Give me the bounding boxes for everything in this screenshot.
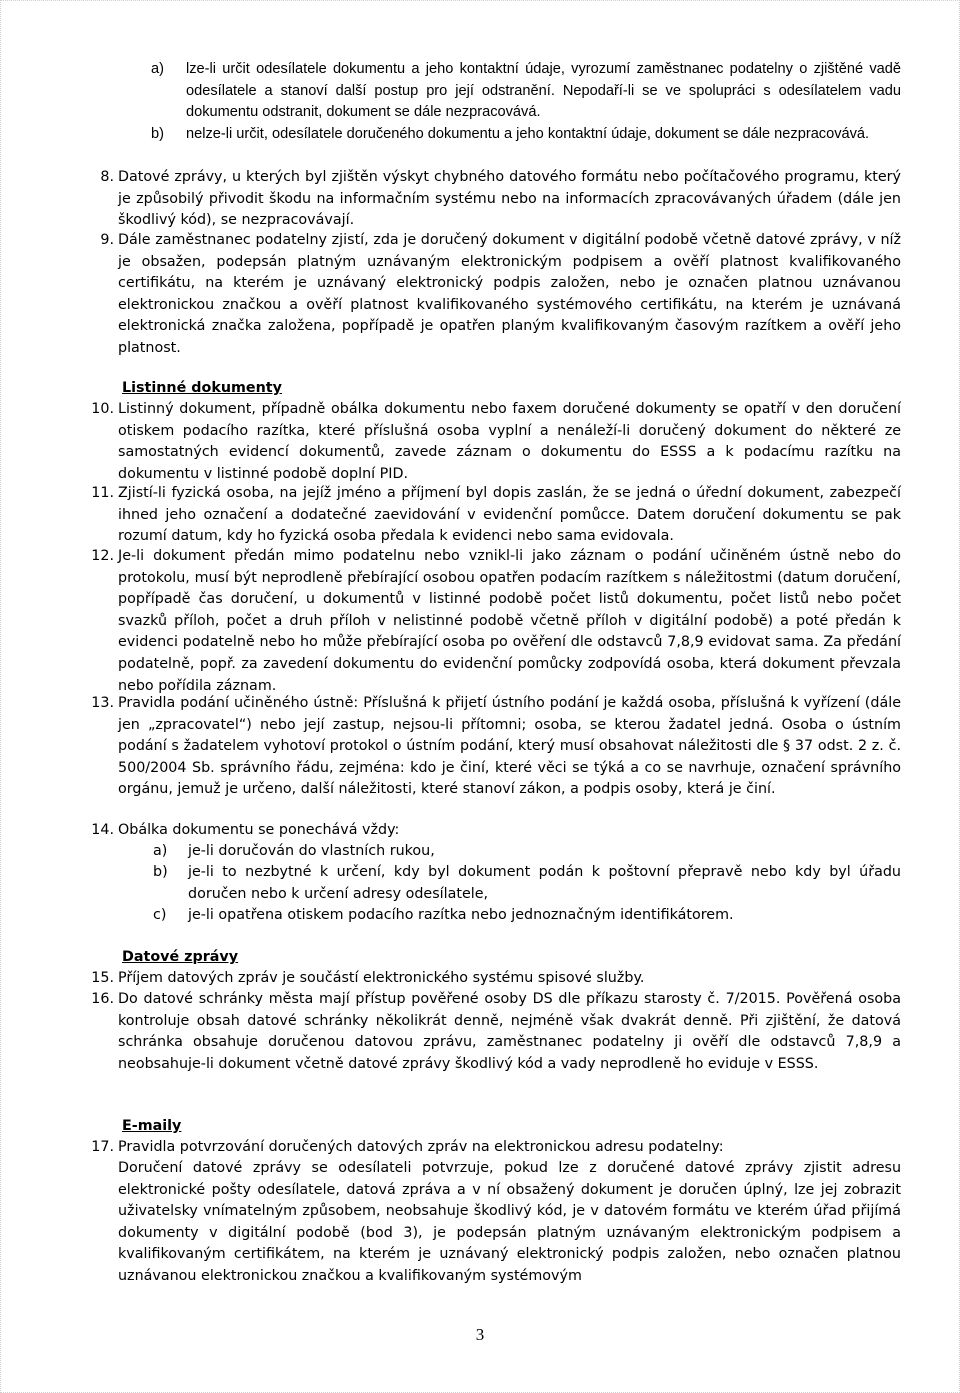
sub-item-14b bbox=[153, 862, 901, 905]
section-heading-listinne: Listinné dokumenty bbox=[122, 380, 282, 396]
list-marker: 14. bbox=[91, 822, 114, 838]
list-marker: 11. bbox=[91, 485, 114, 501]
list-marker: 9. bbox=[100, 232, 114, 248]
list-item-text: je-li doručován do vlastních rukou, bbox=[188, 843, 435, 859]
list-item-b bbox=[151, 124, 901, 146]
list-marker: 12. bbox=[91, 548, 114, 564]
list-item-text: je-li to nezbytné k určení, kdy byl dokument podán k poštovní přepravě nebo kdy byl úřadu doručen nebo k určení adresy odesílatele, bbox=[188, 864, 901, 902]
list-item-12 bbox=[91, 546, 901, 697]
section-heading-emaily: E-maily bbox=[122, 1118, 182, 1134]
list-marker: a) bbox=[153, 843, 168, 859]
list-marker: 10. bbox=[91, 401, 114, 417]
list-item-text: Obálka dokumentu se ponechává vždy: bbox=[118, 822, 400, 838]
list-item-9 bbox=[100, 230, 901, 360]
list-item-text: Datové zprávy, u kterých byl zjištěn výskyt chybného datového formátu nebo počítačového programu, který je způsobilý přivodit škodu na informačním systému nebo na informacích zpracovávaných úřadem (dále jen škodlivý kód), se nezpracovávají. bbox=[118, 169, 901, 229]
list-item-10 bbox=[91, 399, 901, 485]
list-item-text: Příjem datových zpráv je součástí elektronického systému spisové služby. bbox=[118, 970, 645, 986]
list-item-text: Listinný dokument, případně obálka dokumentu nebo faxem doručené dokumenty se opatří v den doručení otiskem podacího razítka, které příslušná osoba vyplní a nenáleží-li doručený dokument do některé ze samostatných evidencí dokumentů, zavede záznam o dokumentu do ESSS a k podacímu razítku na dokumentu v listinné podobě doplní PID. bbox=[118, 401, 901, 482]
list-marker: 15. bbox=[91, 970, 114, 986]
sub-item-14a bbox=[153, 841, 901, 863]
list-marker: 13. bbox=[91, 695, 114, 711]
list-item-13 bbox=[91, 693, 901, 801]
list-item-8 bbox=[100, 167, 901, 232]
list-item-text: Do datové schránky města mají přístup pověřené osoby DS dle příkazu starosty č. 7/2015. Pověřená osoba kontroluje obsah datové schránky několikrát denně, nejméně však dvakrát denně. Při zjištění, že datová schránka obsahuje doručenou datovou zprávu, zaměstnanec podatelny ji ověří dle odstavců 7,8,9 a neobsahuje-li dokument včetně datové zprávy škodlivý kód a vady neprodleně ho eviduje v ESSS. bbox=[118, 991, 901, 1072]
paragraph-17-body: Doručení datové zprávy se odesílateli potvrzuje, pokud lze z doručené datové zprávy zjistit adresu elektronické pošty odesílatele, datová zpráva a v ní obsažený dokument je doručen úplný, lze jej zobrazit uživatelsky vnímatelným způsobem, neobsahuje škodlivý kód, je v datovém formátu ve kterém úřad přijímá dokumenty v digitální podobě (bod 3), je podepsán platným uznávaným elektronickým podpisem a kvalifikovaným certifikátem, na kterém je uznávaný elektronický podpis založen, nebo označen platnou uznávanou elektronickou značkou a kvalifikovaným systémovým bbox=[118, 1160, 901, 1284]
list-item-text: Je-li dokument předán mimo podatelnu nebo vznikl-li jako záznam o podání učiněném ústně nebo do protokolu, musí být neprodleně přebírající osobou opatřen podacím razítkem s náležitostmi (datum doručení, popřípadě čas doručení, u dokumentů v listinné podobě počet listů dokumentu, počet listů nebo počet svazků příloh, počet a druh příloh v nelistinné podobě včetně příloh v digitální podobě) a poté předán k evidenci podatelně nebo ho může přebírající osoba po ověření dle odstavců 7,8,9 evidovat sama. Za předání podatelně, popř. za zavedení dokumentu do evidenční pomůcky zodpovídá osoba, která dokument převzala nebo pořídila záznam. bbox=[118, 548, 901, 694]
list-marker: a) bbox=[151, 61, 164, 77]
section-heading-datove: Datové zprávy bbox=[122, 949, 239, 965]
list-item-text: Dále zaměstnanec podatelny zjistí, zda je doručený dokument v digitální podobě včetně datové zprávy, v níž je obsažen, podepsán platným uznávaným elektronickým podpisem a ověří platnost kvalifikovaného certifikátu, na kterém je uznávaný elektronický podpis založen, nebo je označen platnou uznávanou elektronickou značkou a ověří platnost kvalifikovaného systémového certifikátu, na kterém je uznávaná elektronická značka založena, popřípadě je opatřen planým kvalifikovaným časovým razítkem a ověří jeho platnost. bbox=[118, 232, 901, 356]
list-marker: 16. bbox=[91, 991, 114, 1007]
list-item-14 bbox=[91, 820, 901, 842]
list-marker: 17. bbox=[91, 1139, 114, 1155]
list-item-a bbox=[151, 59, 901, 124]
list-item-text: je-li opatřena otiskem podacího razítka nebo jednoznačným identifikátorem. bbox=[188, 907, 734, 923]
list-marker: b) bbox=[153, 864, 168, 880]
list-item-text: Pravidla podání učiněného ústně: Příslušná k přijetí ústního podání je každá osoba, příslušná k vyřízení (dále jen „zpracovatel“) nebo její zastup, nejsou-li přítomni; osoba, se kterou žadatel jedná. Osoba o ústním podání s žadatelem vyhotoví protokol o ústním podání, který musí obsahovat náležitosti dle § 37 odst. 2 z. č. 500/2004 Sb. správního řádu, zejména: kdo je činí, které věci se týká a co se navrhuje, označení správního orgánu, jemuž je určeno, další náležitosti, které stanoví zákon, a podpis osoby, která je činí. bbox=[118, 695, 901, 798]
list-marker: b) bbox=[151, 126, 164, 142]
list-item-11 bbox=[91, 483, 901, 548]
list-item-15 bbox=[91, 968, 901, 990]
list-marker: 8. bbox=[100, 169, 114, 185]
page-number: 3 bbox=[475, 1325, 485, 1344]
list-item-16 bbox=[91, 989, 901, 1075]
sub-item-14c bbox=[153, 905, 901, 927]
list-marker: c) bbox=[153, 907, 167, 923]
list-item-text: Zjistí-li fyzická osoba, na jejíž jméno a příjmení byl dopis zaslán, že se jedná o úřední dokument, zabezpečí ihned jeho označení a dodatečné zaevidování v evidenční pomůcce. Datem doručení dokumentu se pak rozumí datum, kdy ho fyzická osoba předala k evidenci nebo sama evidovala. bbox=[118, 485, 901, 545]
list-item-text: nelze-li určit, odesílatele doručeného dokumentu a jeho kontaktní údaje, dokument se dále nezpracovává. bbox=[186, 126, 870, 142]
list-item-text: Pravidla potvrzování doručených datových zpráv na elektronickou adresu podatelny: bbox=[118, 1139, 724, 1155]
list-item-17 bbox=[91, 1137, 901, 1159]
list-item-text: lze-li určit odesílatele dokumentu a jeho kontaktní údaje, vyrozumí zaměstnanec podatelny o zjištěné vadě odesílatele a stanoví další postup pro její odstranění. Nepodaří-li se ve spolupráci s odesílatelem vadu dokumentu odstranit, dokument se dále nezpracovává. bbox=[186, 61, 901, 121]
